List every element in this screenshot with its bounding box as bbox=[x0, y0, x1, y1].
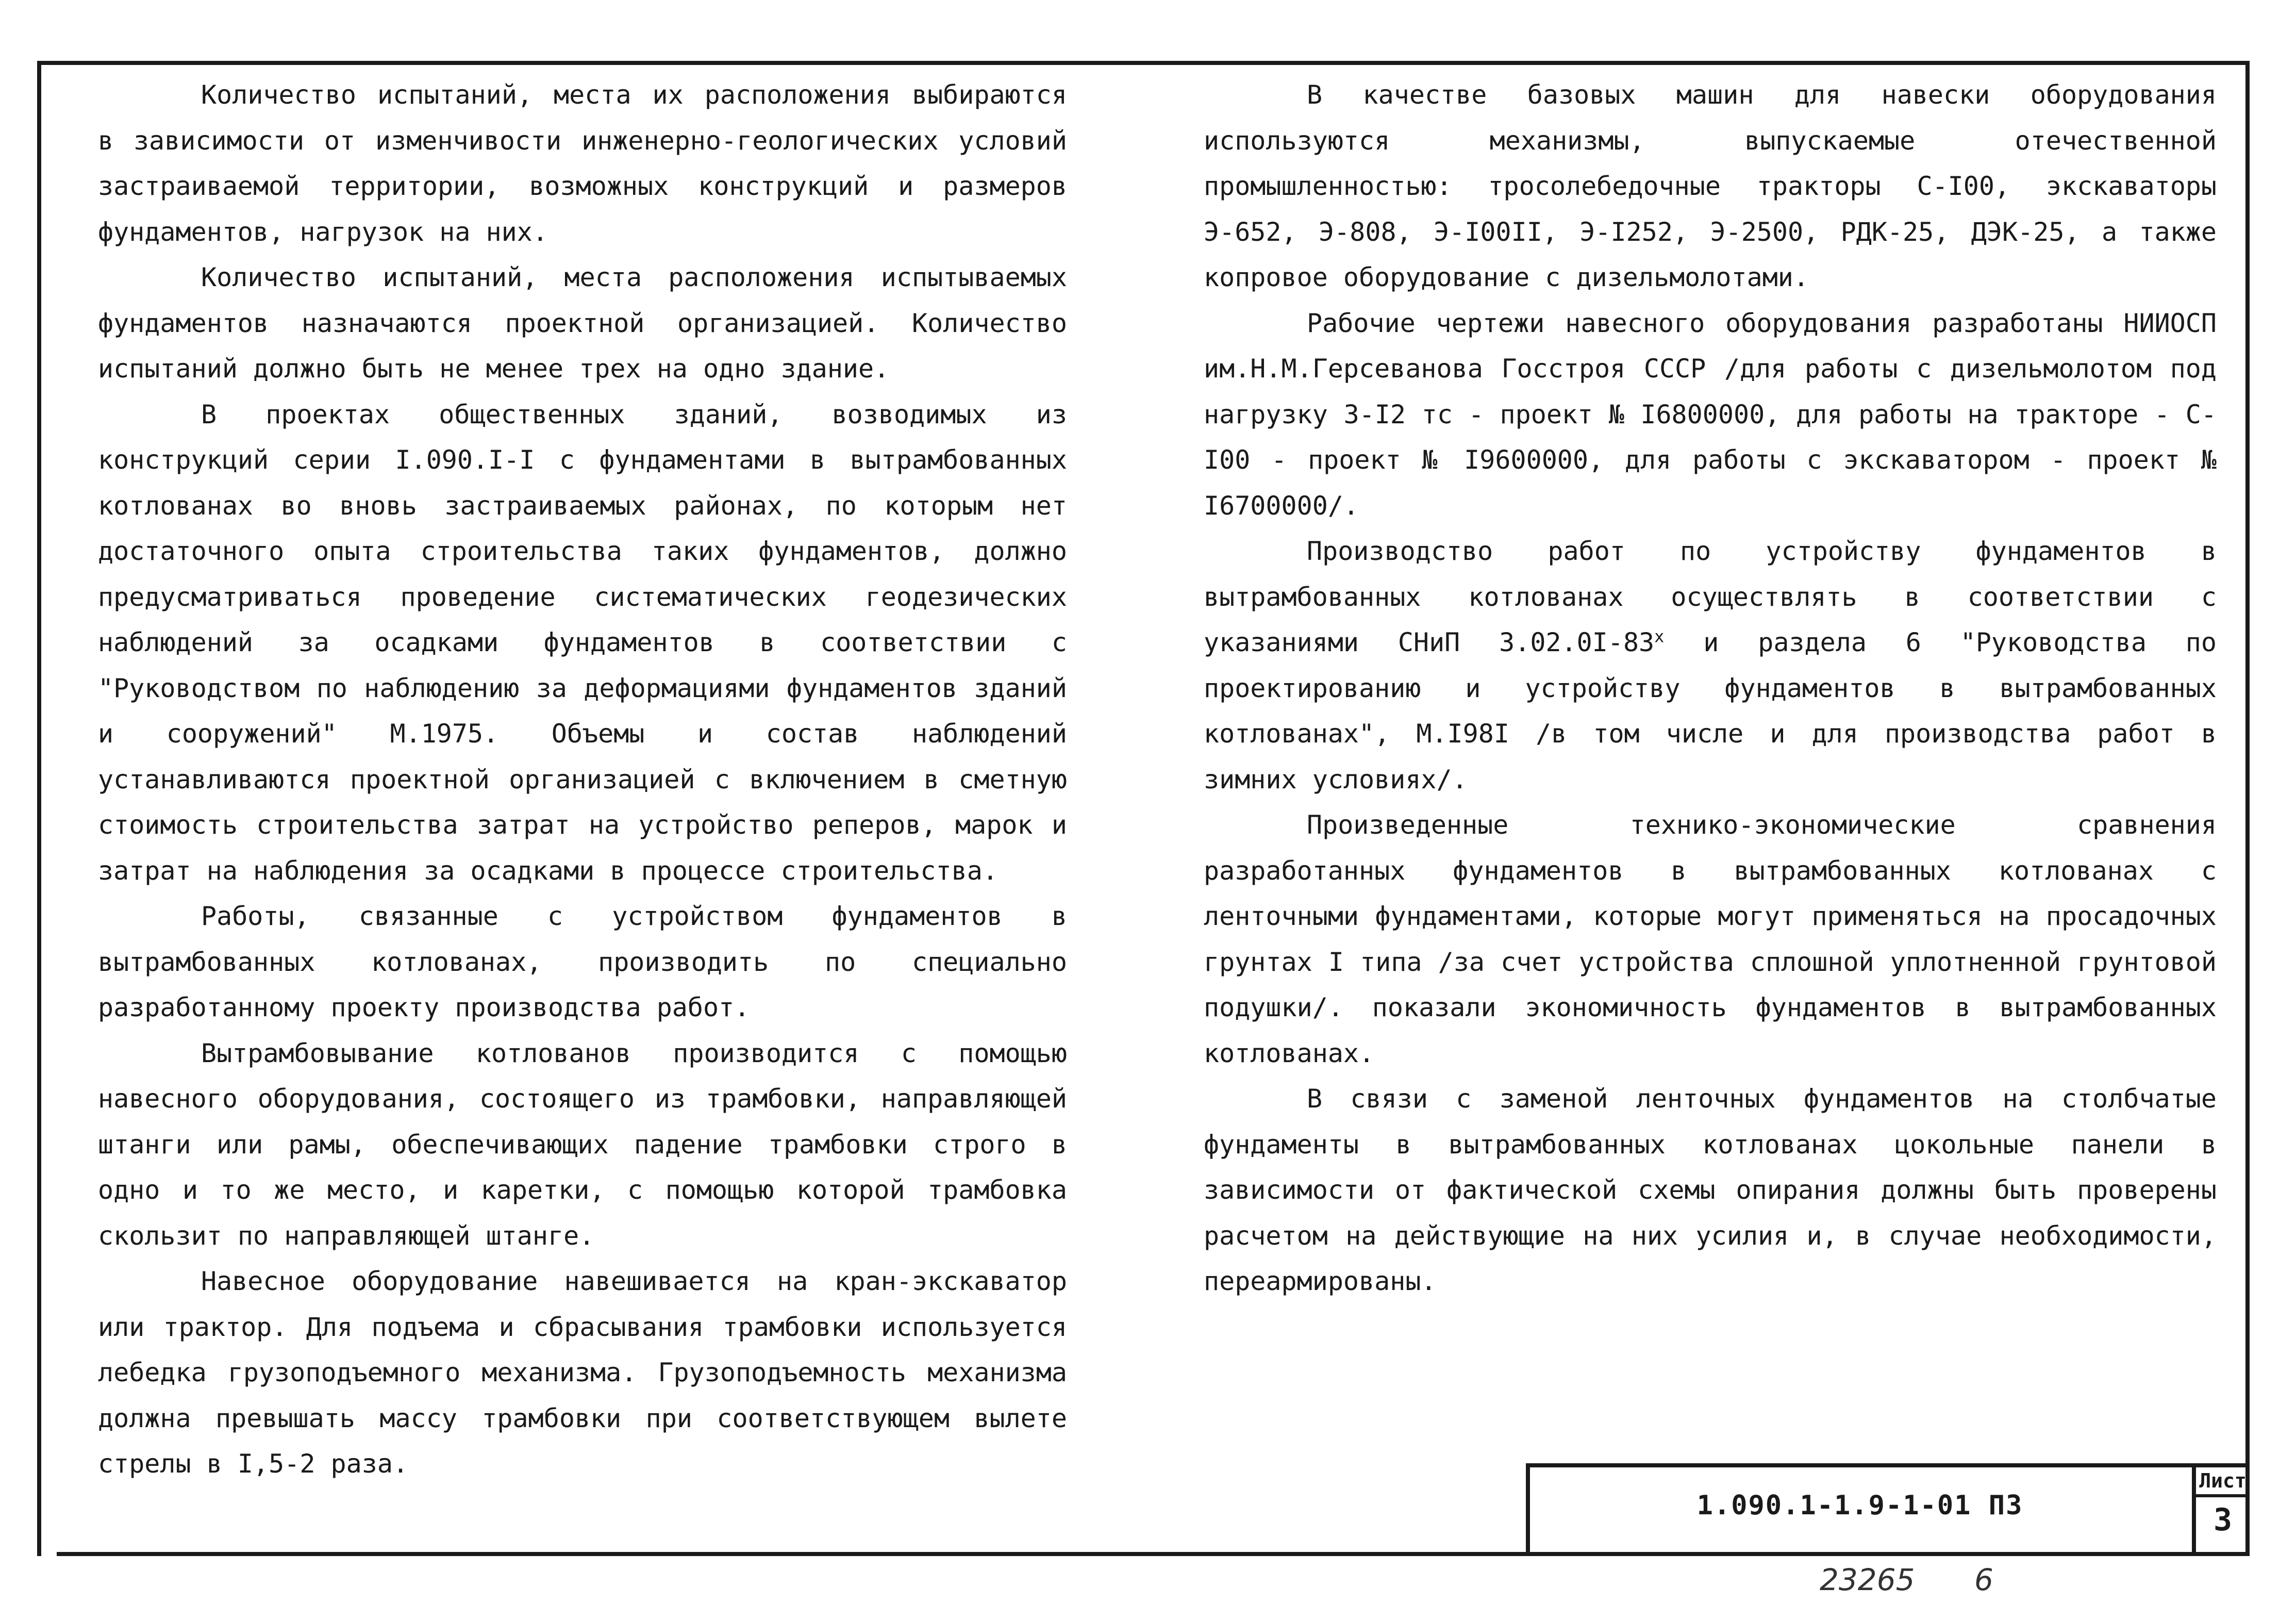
title-block bbox=[1526, 1463, 2245, 1554]
paragraph: В качестве базовых машин для навески оборудования используются механизмы, выпускаемые отечественной промышленностью: тросолебедочные тракторы С-I00, экскаваторы Э-652, Э-808, Э-I00II, Э-I252, Э-2500, РДК-25, ДЭК-25, а также копровое оборудование с дизельмолотами. bbox=[1204, 80, 2217, 292]
superscript-mark: х bbox=[1654, 626, 1665, 647]
frame-left bbox=[37, 61, 41, 1556]
paragraph: В проектах общественных зданий, возводимых из конструкций серии I.090.I-I с фундаментами в вытрамбованных котлованах во вновь застраиваемых районах, по которым нет достаточного опыта строительства таких фундаментов, должно предусматриваться проведение систематических геодезических наблюдений за осадками фундаментов в соответствии с "Руководством по наблюдению за деформациями фундаментов зданий и сооружений" М.1975. Объемы и состав наблюдений устанавливаются проектной организацией с включением в сметную стоимость строительства затрат на устройство реперов, марок и затрат на наблюдения за осадками в процессе строительства. bbox=[98, 399, 1067, 886]
frame-top bbox=[37, 61, 2250, 65]
frame-right bbox=[2245, 61, 2250, 1556]
sheet-number: 3 bbox=[2213, 1502, 2233, 1538]
paragraph: Работы, связанные с устройством фундаментов в вытрамбованных котлованах, производить по специально разработанному проекту производства работ. bbox=[98, 901, 1067, 1022]
page-number: 6 bbox=[1974, 1562, 1993, 1597]
document-code: 1.090.1-1.9-1-01 ПЗ bbox=[1696, 1490, 2023, 1521]
paragraph: Вытрамбовывание котлованов производится с помощью навесного оборудования, состоящего из трамбовки, направляющей штанги или рамы, обеспечивающих падение трамбовки строго в одно и то же место, и каретки, с помощью которой трамбовка скользит по направляющей штанге. bbox=[98, 1038, 1067, 1251]
paragraph: Произведенные технико-экономические сравнения разработанных фундаментов в вытрамбованных котлованах с ленточными фундаментами, которые могут применяться на просадочных грунтах I типа /за счет устройства сплошной уплотненной грунтовой подушки/. показали экономичность фундаментов в вытрамбованных котлованах. bbox=[1204, 810, 2217, 1068]
left-text-column bbox=[98, 72, 1067, 1487]
right-text-column bbox=[1204, 72, 2217, 1304]
paragraph: Количество испытаний, места их расположения выбираются в зависимости от изменчивости инженерно-геологических условий застраиваемой территории, возможных конструкций и размеров фундаментов, нагрузок на них. bbox=[98, 80, 1067, 247]
paragraph: Рабочие чертежи навесного оборудования разработаны НИИОСП им.Н.М.Герсеванова Госстроя СССР /для работы с дизельмолотом под нагрузку 3-I2 тс - проект № I6800000, для работы на тракторе - С-I00 - проект № I9600000, для работы с экскаватором - проект № I6700000/. bbox=[1204, 308, 2217, 521]
inventory-number: 23265 bbox=[1820, 1562, 1915, 1597]
paragraph: В связи с заменой ленточных фундаментов на столбчатые фундаменты в вытрамбованных котлованах цокольные панели в зависимости от фактической схемы опирания должны быть проверены расчетом на действующие на них усилия и, в случае необходимости, переармированы. bbox=[1204, 1084, 2217, 1296]
paragraph-text: Производство работ по устройству фундаментов в вытрамбованных котлованах осуществлять в соответствии с указаниями СНиП 3.02.0I-83 bbox=[1204, 536, 2217, 657]
sheet-cell bbox=[2192, 1463, 2250, 1554]
paragraph: Навесное оборудование навешивается на кран-экскаватор или трактор. Для подъема и сбрасывания трамбовки используется лебедка грузоподъемного механизма. Грузоподъемность механизма должна превышать массу трамбовки при соответствующем вылете стрелы в I,5-2 раза. bbox=[98, 1266, 1067, 1479]
paragraph-snip-reference bbox=[1204, 528, 2217, 802]
paragraph-text: и раздела 6 "Руководства по проектированию и устройству фундаментов в вытрамбованных котлованах", М.I98I /в том числе и для производства работ в зимних условиях/. bbox=[1204, 627, 2217, 795]
paragraph: Количество испытаний, места расположения испытываемых фундаментов назначаются проектной организацией. Количество испытаний должно быть не менее трех на одно здание. bbox=[98, 262, 1067, 384]
sheet-label: Лист bbox=[2196, 1467, 2250, 1497]
